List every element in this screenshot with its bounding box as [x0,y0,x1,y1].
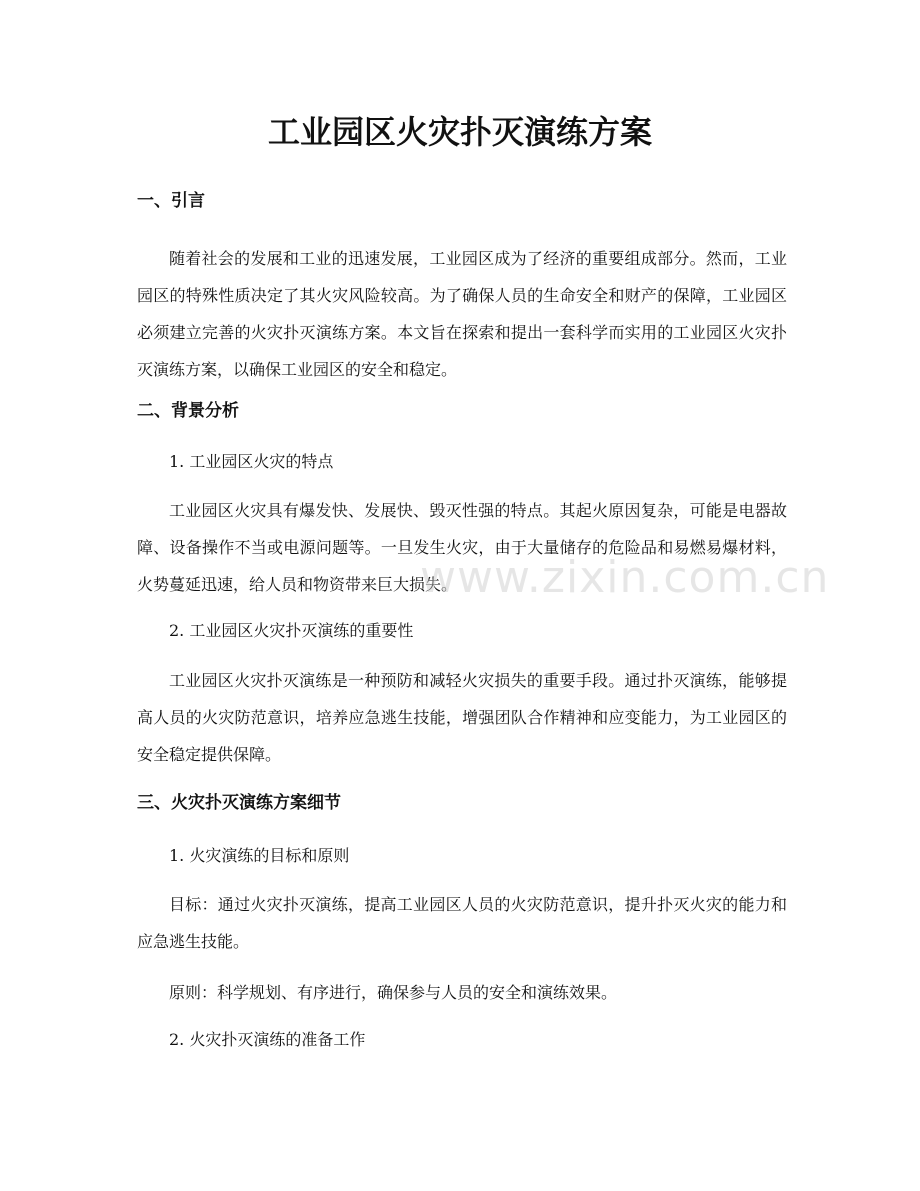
subheading-drill-importance: 2. 工业园区火灾扑灭演练的重要性 [169,621,414,640]
subheading-preparation: 2. 火灾扑灭演练的准备工作 [169,1030,366,1049]
section-heading-background: 二、背景分析 [137,401,239,421]
goal-paragraph: 目标：通过火灾扑灭演练，提高工业园区人员的火灾防范意识，提升扑灭火灾的能力和应急逃生技能。 [137,895,787,951]
subheading-goals-principles: 1. 火灾演练的目标和原则 [169,846,350,865]
section-heading-plan-details: 三、火灾扑灭演练方案细节 [137,793,341,813]
document-title: 工业园区火灾扑灭演练方案 [267,113,652,151]
introduction-paragraph: 随着社会的发展和工业的迅速发展，工业园区成为了经济的重要组成部分。然而，工业园区的特殊性质决定了其火灾风险较高。为了确保人员的生命安全和财产的保障，工业园区必须建立完善的火灾扑灭演练方案。本文旨在探索和提出一套科学而实用的工业园区火灾扑灭演练方案，以确保工业园区的安全和稳定。 [137,249,787,379]
fire-characteristics-paragraph: 工业园区火灾具有爆发快、发展快、毁灭性强的特点。其起火原因复杂，可能是电器故障、设备操作不当或电源问题等。一旦发生火灾，由于大量储存的危险品和易燃易爆材料，火势蔓延迅速，给人员和物资带来巨大损失。 [137,501,787,594]
subheading-fire-characteristics: 1. 工业园区火灾的特点 [169,452,334,471]
watermark-text: www.zixin.com.cn [420,552,830,603]
drill-importance-paragraph: 工业园区火灾扑灭演练是一种预防和减轻火灾损失的重要手段。通过扑灭演练，能够提高人员的火灾防范意识，培养应急逃生技能，增强团队合作精神和应变能力，为工业园区的安全稳定提供保障。 [137,671,787,764]
section-heading-introduction: 一、引言 [137,191,205,211]
principle-paragraph: 原则：科学规划、有序进行，确保参与人员的安全和演练效果。 [169,983,618,1002]
